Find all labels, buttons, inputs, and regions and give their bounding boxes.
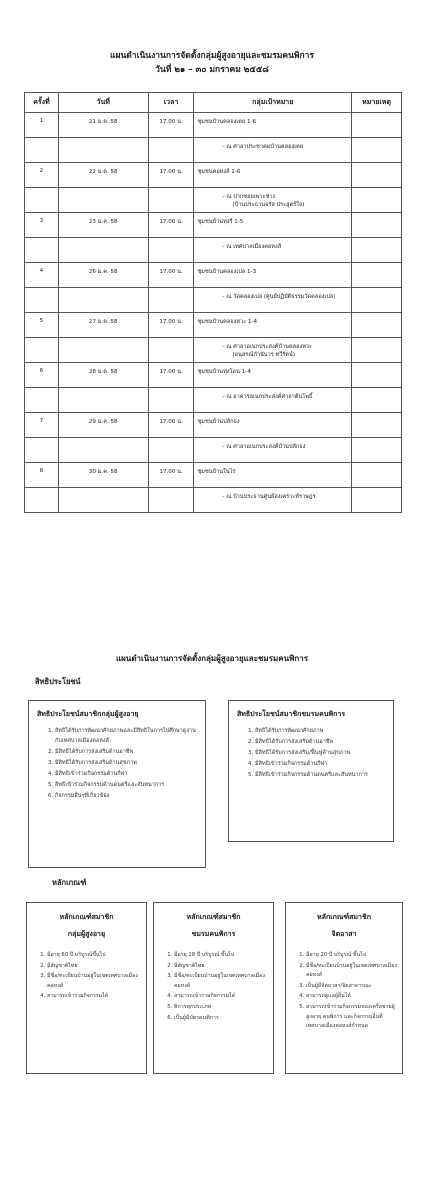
cell-empty — [58, 238, 148, 263]
criteria-disabled-title — [154, 903, 273, 943]
cell-remark — [352, 488, 402, 513]
list-item: 2. มีสัญชาติไทย — [174, 962, 270, 972]
table-row-location — [25, 138, 402, 163]
cell-no: 4 — [25, 263, 59, 288]
list-item: 1. มีอายุ 60 ปี บริบูรณ์ขึ้นไป — [47, 951, 143, 961]
plan-date-range: วันที่ ๒๑ – ๓๐ มกราคม ๒๕๕๘ — [155, 65, 269, 75]
criteria-volunteer-title — [286, 903, 402, 943]
cell-date: 23 ม.ค. 58 — [58, 213, 148, 238]
cell-no: 1 — [25, 113, 59, 138]
location-line: - ณ บ้านประธานศูนย์สงเคราะห์ราษฎร — [222, 494, 316, 500]
cell-empty — [148, 238, 194, 263]
cell-remark — [352, 138, 402, 163]
cell-empty — [25, 388, 59, 413]
cell-remark — [352, 113, 402, 138]
criteria-volunteer-box — [285, 902, 403, 1074]
cell-empty — [25, 288, 59, 313]
cell-remark — [352, 213, 402, 238]
table-header-row — [25, 93, 402, 113]
location-line: - ณ เทศบาลเมืองคอหงส์ — [222, 244, 282, 250]
criteria-disabled-title-line2: ชมรมคนพิการ — [191, 930, 236, 938]
table-row-location — [25, 338, 402, 363]
criteria-volunteer-title-line1: หลักเกณฑ์สมาชิก — [317, 913, 371, 921]
cell-empty — [25, 338, 59, 363]
location-line: (บ้านประธานจรัส ประสูตร์ใจ) — [232, 202, 305, 208]
criteria-volunteer-title-line2: จิตอาสา — [331, 930, 357, 938]
cell-time: 17.00 น. — [148, 363, 194, 388]
cell-date: 21 ม.ค. 58 — [58, 113, 148, 138]
list-item: 4. สามารถเข้าร่วมกิจกรรมได้ — [47, 992, 143, 1002]
list-item: 4. สามารถเข้าร่วมกิจกรรมได้ — [174, 992, 270, 1002]
cell-time: 17.00 น. — [148, 263, 194, 288]
cell-location — [194, 338, 352, 363]
list-item: 3. เป็นผู้มีจิตอาสา/จิตสาธารณะ — [306, 982, 399, 992]
table-row — [25, 213, 402, 238]
cell-remark — [352, 388, 402, 413]
schedule-table — [24, 92, 402, 513]
list-item: 2. มีสิทธิได้รับการส่งเสริมด้านอาชีพ — [55, 747, 199, 757]
location-line: - ณ ปากซอยเพาะช่าง — [222, 194, 276, 200]
cell-date: 30 ม.ค. 58 — [58, 463, 148, 488]
cell-date: 28 ม.ค. 58 — [58, 363, 148, 388]
cell-remark — [352, 263, 402, 288]
cell-remark — [352, 438, 402, 463]
cell-remark — [352, 188, 402, 213]
criteria-elderly-list — [27, 951, 146, 1002]
cell-empty — [58, 488, 148, 513]
cell-time: 17.00 น. — [148, 163, 194, 188]
cell-remark — [352, 288, 402, 313]
list-item: 3. มีสิทธิได้รับการส่งเสริมด้านสุขภาพ — [55, 758, 199, 768]
table-row-location — [25, 388, 402, 413]
benefits-heading: สิทธิประโยชน์ — [35, 677, 81, 686]
header-time: เวลา — [148, 93, 194, 113]
cell-empty — [148, 338, 194, 363]
criteria-elderly-title-line1: หลักเกณฑ์สมาชิก — [59, 913, 114, 921]
table-row-location — [25, 288, 402, 313]
cell-remark — [352, 413, 402, 438]
list-item: 1. สิทธิได้รับการพัฒนาศักยภาพและมีสิทธิในการไปศึกษาดูงานกับเทศบาลเมืองคอหงส์ — [55, 726, 199, 746]
cell-remark — [352, 363, 402, 388]
cell-empty — [58, 138, 148, 163]
criteria-disabled-title-line1: หลักเกณฑ์สมาชิก — [186, 913, 241, 921]
table-row-location — [25, 188, 402, 213]
cell-location — [194, 438, 352, 463]
table-row — [25, 463, 402, 488]
criteria-elderly-box — [26, 902, 147, 1074]
cell-empty — [25, 488, 59, 513]
cell-empty — [148, 188, 194, 213]
cell-date: 26 ม.ค. 58 — [58, 263, 148, 288]
cell-location — [194, 138, 352, 163]
cell-empty — [25, 138, 59, 163]
cell-empty — [148, 488, 194, 513]
list-item: 6. เป็นผู้มีบัตรคนพิการ — [174, 1014, 270, 1024]
cell-target: ชุมชนบ้านทุ่งโดน 1-4 — [194, 363, 352, 388]
plan-title: แผนดำเนินงานการจัดตั้งกลุ่มผู้สูงอายุและชมรมคนพิการ — [110, 51, 314, 61]
table-row-location — [25, 238, 402, 263]
table-row-location — [25, 488, 402, 513]
section2-title: แผนดำเนินงานการจัดตั้งกลุ่มผู้สูงอายุและชมรมคนพิการ — [116, 654, 308, 663]
criteria-disabled-list — [154, 951, 273, 1023]
list-item: 5. สามารถเข้าร่วมกิจกรรมของเครือข่ายผู้สูงอายุ คนพิการ และกิจกรรมอื่นที่เทศบาลเมืองคอหงส์กำหนด — [306, 1003, 399, 1032]
cell-empty — [148, 138, 194, 163]
location-line: - ณ ศาลาอเนกประสงค์บ้านคลองหวะ — [222, 344, 313, 350]
cell-time: 17.00 น. — [148, 463, 194, 488]
cell-empty — [58, 388, 148, 413]
cell-target: ชุมชนบ้านปลักธง — [194, 413, 352, 438]
location-line: - ณ ศาลาอเนกประสงค์บ้านปลักธง — [222, 444, 306, 450]
cell-remark — [352, 163, 402, 188]
table-row — [25, 413, 402, 438]
location-line: (อนุสรณ์กำนันวร ทวีรัตน์) — [232, 352, 296, 358]
benefit-disabled-list — [229, 726, 393, 780]
header-remark: หมายเหตุ — [352, 93, 402, 113]
cell-location — [194, 238, 352, 263]
cell-location — [194, 388, 352, 413]
table-row — [25, 313, 402, 338]
benefit-disabled-box — [228, 700, 394, 842]
cell-location — [194, 188, 352, 213]
table-row — [25, 163, 402, 188]
cell-date: 29 ม.ค. 58 — [58, 413, 148, 438]
cell-target: ชุมชนบ้านคลองเปล 1-3 — [194, 263, 352, 288]
cell-target: ชุมชนบ้านคลองหวะ 1-4 — [194, 313, 352, 338]
list-item: 3. มีชื่อ/ทะเบียนบ้านอยู่ในเขตเทศบาลเมืองคอหงส์ — [47, 972, 143, 991]
cell-empty — [25, 438, 59, 463]
list-item: 3. มีชื่อ/ทะเบียนบ้านอยู่ในเขตเทศบาลเมืองคอหงส์ — [174, 972, 270, 991]
list-item: 5. สิทธิเข้าร่วมกิจกรรมด้านดนตรีและสันทนาการ — [55, 780, 199, 790]
list-item: 5. มีสิทธิเข้าร่วมกิจกรรมด้านดนตรีและสันทนาการ — [255, 770, 387, 780]
cell-empty — [148, 288, 194, 313]
criteria-elderly-title — [27, 903, 146, 943]
cell-target: ชุมชนบ้านทุ่งรี 1-5 — [194, 213, 352, 238]
list-item: 3. มีสิทธิได้รับการส่งเสริม/ฟื้นฟูด้านสุขภาพ — [255, 748, 387, 758]
list-item: 4. สามารถดูแลผู้อื่นได้ — [306, 992, 399, 1002]
schedule-body — [25, 113, 402, 513]
cell-empty — [58, 188, 148, 213]
list-item: 6. กิจกรรมอื่นๆที่เกี่ยวข้อง — [55, 791, 199, 801]
location-line: - ณ ศาลาประชาคมบ้านคลองเตย — [222, 144, 304, 150]
cell-time: 17.00 น. — [148, 213, 194, 238]
criteria-elderly-title-line2: กลุ่มผู้สูงอายุ — [67, 930, 106, 938]
cell-empty — [148, 438, 194, 463]
list-item: 1. มีอายุ 20 ปี บริบูรณ์ ขึ้นไป — [306, 951, 399, 961]
header-date: วันที่ — [58, 93, 148, 113]
cell-no: 7 — [25, 413, 59, 438]
criteria-heading: หลักเกณฑ์ — [52, 878, 87, 887]
cell-time: 17.00 น. — [148, 413, 194, 438]
list-item: 1. มีอายุ 18 ปี บริบูรณ์ ขึ้นไป — [174, 951, 270, 961]
list-item: 4. มีสิทธิเข้าร่วมกิจกรรมด้านกีฬา — [255, 759, 387, 769]
cell-empty — [58, 288, 148, 313]
cell-remark — [352, 338, 402, 363]
criteria-volunteer-list — [286, 951, 402, 1032]
cell-target: ชุมชนคอหงส์ 1-6 — [194, 163, 352, 188]
location-line: - ณ อาคารอเนกประสงค์ศาลาต้นโพธิ์ — [222, 394, 313, 400]
table-row — [25, 263, 402, 288]
cell-no: 8 — [25, 463, 59, 488]
list-item: 1. สิทธิได้รับการพัฒนาศักยภาพ — [255, 726, 387, 736]
list-item: 4. มีสิทธิเข้าร่วมกิจกรรมด้านกีฬา — [55, 769, 199, 779]
cell-target: ชุมชนบ้านในไร่ — [194, 463, 352, 488]
cell-remark — [352, 313, 402, 338]
benefit-disabled-title: สิทธิประโยชน์สมาชิกชมรมคนพิการ — [237, 710, 346, 718]
cell-empty — [58, 438, 148, 463]
criteria-disabled-box — [153, 902, 274, 1074]
cell-no: 6 — [25, 363, 59, 388]
table-row — [25, 113, 402, 138]
cell-empty — [148, 388, 194, 413]
header-target: กลุ่มเป้าหมาย — [194, 93, 352, 113]
benefit-elderly-list — [29, 726, 205, 801]
cell-no: 5 — [25, 313, 59, 338]
cell-empty — [25, 238, 59, 263]
cell-location — [194, 288, 352, 313]
cell-target: ชุมชนบ้านคลองเตย 1-6 — [194, 113, 352, 138]
location-line: - ณ วัดคลองเปล (ศูนย์ปฏิบัติธรรมวัดคลองเปล) — [222, 294, 336, 300]
list-item: 2. มีชื่อ/ทะเบียนบ้านอยู่ในเขตเทศบาลเมืองคอหงส์ — [306, 962, 399, 981]
header-no: ครั้งที่ — [25, 93, 59, 113]
cell-remark — [352, 463, 402, 488]
benefit-elderly-box — [28, 700, 206, 868]
list-item: 2. มีสัญชาติไทย — [47, 962, 143, 972]
cell-empty — [25, 188, 59, 213]
cell-time: 17.00 น. — [148, 313, 194, 338]
cell-no: 3 — [25, 213, 59, 238]
cell-date: 27 ม.ค. 58 — [58, 313, 148, 338]
list-item: 5. พิการทุกประเภท — [174, 1003, 270, 1013]
cell-location — [194, 488, 352, 513]
list-item: 2. มีสิทธิได้รับการส่งเสริมด้านอาชีพ — [255, 737, 387, 747]
cell-time: 17.00 น. — [148, 113, 194, 138]
cell-empty — [58, 338, 148, 363]
benefit-elderly-title: สิทธิประโยชน์สมาชิกกลุ่มผู้สูงอายุ — [37, 710, 139, 718]
cell-remark — [352, 238, 402, 263]
cell-no: 2 — [25, 163, 59, 188]
table-row-location — [25, 438, 402, 463]
cell-date: 22 ม.ค. 58 — [58, 163, 148, 188]
table-row — [25, 363, 402, 388]
